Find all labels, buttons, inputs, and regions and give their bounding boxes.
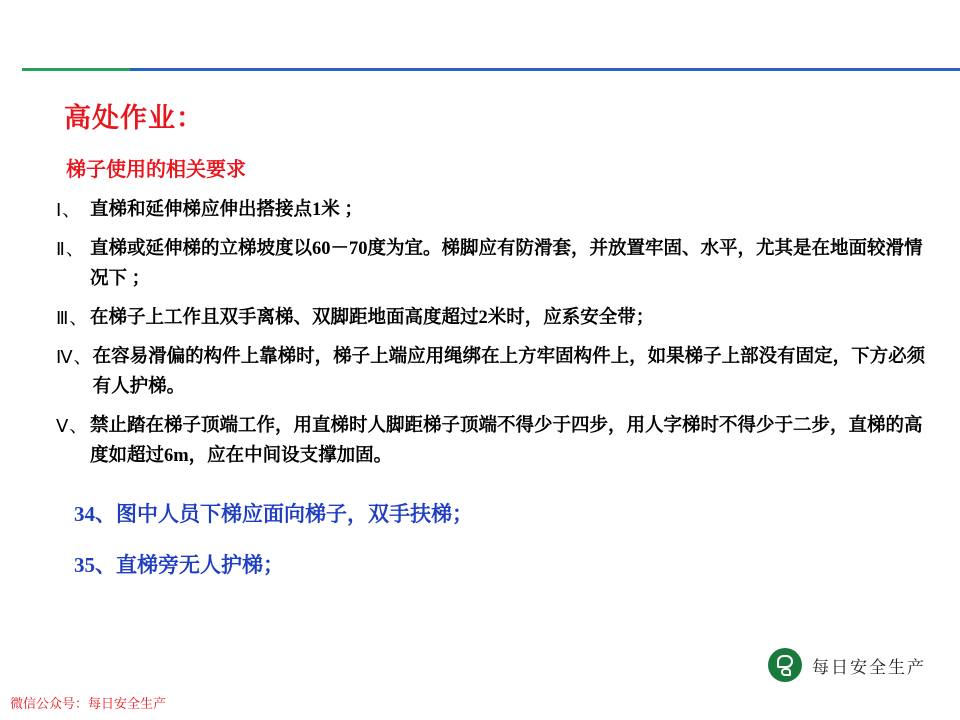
divider-segment-blue	[130, 68, 960, 71]
header-divider	[0, 68, 960, 71]
rule-text: 在容易滑偏的构件上靠梯时，梯子上端应用绳绑在上方牢固构件上，如果梯子上部没有固定，下方必须有人护梯。	[92, 346, 926, 397]
divider-segment-green	[22, 68, 130, 71]
list-item	[56, 343, 936, 403]
list-item	[56, 412, 936, 472]
numbered-findings	[56, 498, 936, 583]
rule-marker: Ⅰ、	[56, 200, 82, 220]
rule-text: 直梯和延伸梯应伸出搭接点1米 ；	[90, 200, 363, 220]
rule-marker: Ⅱ、	[56, 238, 85, 259]
slide-content	[56, 96, 936, 601]
watermark-label: 每日安全生产	[812, 657, 926, 677]
rule-text: 在梯子上工作且双手离梯、双脚距地面高度超过2米时，应系安全带；	[90, 307, 655, 328]
numbered-item-34: 34、图中人员下梯应面向梯子，双手扶梯；	[74, 501, 473, 526]
footer-note: 微信公众号：每日安全生产	[10, 696, 167, 711]
rule-text: 直梯或延伸梯的立梯坡度以60－70度为宜。梯脚应有防滑套，并放置牢固、水平，尤其是在地面较滑情况下 ；	[90, 238, 923, 289]
list-item	[56, 304, 936, 334]
rule-marker: Ⅴ、	[56, 415, 89, 436]
numbered-item-35: 35、直梯旁无人护梯；	[74, 553, 284, 578]
rule-marker: Ⅳ、	[56, 346, 93, 367]
watermark	[768, 648, 926, 682]
wechat-leaf-icon	[768, 648, 802, 682]
rule-text: 禁止踏在梯子顶端工作，用直梯时人脚距梯子顶端不得少于四步，用人字梯时不得少于二步，直梯的高度如超过6m，应在中间设支撑加固。	[90, 415, 923, 466]
list-item	[56, 196, 936, 226]
rules-list	[56, 196, 936, 472]
page-title: 高处作业：	[64, 103, 204, 133]
rule-marker: Ⅲ、	[56, 307, 89, 328]
section-subtitle: 梯子使用的相关要求	[66, 159, 246, 181]
list-item	[56, 235, 936, 295]
divider-segment-blank	[0, 68, 22, 71]
